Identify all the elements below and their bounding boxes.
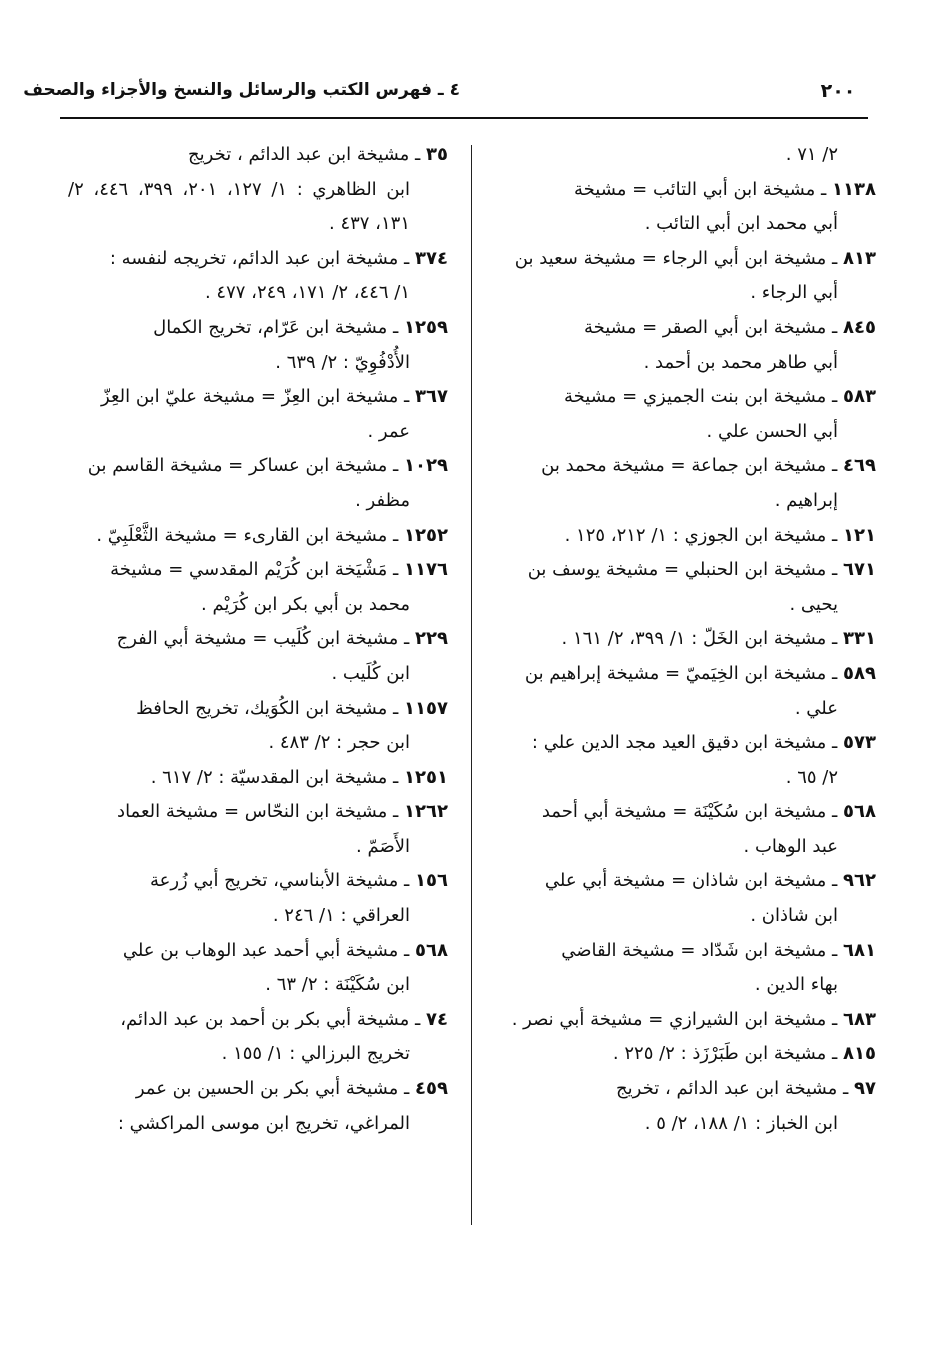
list-item	[498, 553, 876, 622]
entry-text: مشيخة ابن القارىء = مشيخة الثَّعْلَبِيّ .	[96, 524, 388, 546]
list-item	[68, 519, 448, 554]
entry-continuation: علي .	[794, 697, 838, 719]
entry-text: مشيخة ابن الكُوَيك، تخريج الحافظ	[136, 697, 388, 719]
entry-text: مشيخة ابن المقدسيّة : ٢/ ٦١٧ .	[150, 766, 388, 788]
list-item	[68, 380, 448, 449]
entry-separator: ـ	[826, 1043, 844, 1065]
entry-text: مشيخة ابن شَدّاد = مشيخة القاضي	[561, 939, 827, 961]
entry-number: ٤٥٩	[415, 1078, 448, 1100]
list-item	[68, 449, 448, 518]
entry-number: ١٢٥٢	[404, 524, 448, 546]
entry-text: مشيخة ابن الشيرازي = مشيخة أبي نصر .	[511, 1008, 827, 1030]
column-divider	[471, 145, 472, 1225]
entry-separator: ـ	[826, 870, 844, 892]
entry-continuation: ابن كُلَيب .	[331, 662, 410, 684]
list-item	[68, 138, 448, 242]
list-item	[68, 242, 448, 311]
entry-number: ٤٦٩	[843, 455, 876, 477]
list-item	[498, 1003, 876, 1038]
entry-separator: ـ	[826, 1008, 844, 1030]
entry-text: مشيخة ابن دقيق العيد مجد الدين علي :	[531, 732, 827, 754]
entry-separator: ـ	[837, 1078, 855, 1100]
entry-separator: ـ	[398, 247, 416, 269]
entry-continuation: ١/ ٤٤٦، ٢/ ١٧١، ٢٤٩، ٤٧٧ .	[204, 282, 410, 304]
entry-continuation: ٢/ ٧١ .	[785, 144, 838, 165]
entry-text: مشيخة ابن أبي الرجاء = مشيخة سعيد بن	[514, 247, 827, 269]
entry-separator: ـ	[826, 732, 844, 754]
entry-text: مشيخة ابن النحّاس = مشيخة العماد	[117, 801, 388, 823]
entry-number: ١١٥٧	[404, 697, 448, 719]
entry-text: مشيخة ابن الحنبلي = مشيخة يوسف بن	[527, 559, 827, 581]
entry-continuation: أبي الحسن علي .	[706, 420, 838, 442]
entry-text: مشيخة ابن عبد الدائم، تخريجه لنفسه :	[109, 247, 399, 269]
entry-separator: ـ	[826, 247, 844, 269]
page-number: ٢٠٠	[820, 80, 856, 102]
entry-number: ٥٨٣	[843, 386, 876, 408]
entry-text: مشيخة ابن شاذان = مشيخة أبي علي	[544, 870, 827, 892]
entry-text: مشيخة أبي بكر بن الحسين بن عمر	[135, 1078, 399, 1100]
entry-continuation: أبي محمد ابن أبي التائب .	[644, 213, 838, 235]
entry-number: ٦٨١	[843, 939, 876, 961]
list-item	[498, 934, 876, 1003]
entry-continuation: أبي الرجاء .	[750, 282, 838, 304]
list-item	[498, 173, 876, 242]
entry-number: ٥٦٨	[415, 939, 448, 961]
entry-continuation: الأَصَمّ .	[356, 835, 410, 857]
list-item	[498, 311, 876, 380]
entry-text: مشيخة ابن عَرّام، تخريج الكمال	[153, 316, 388, 338]
entry-number: ٨٤٥	[843, 316, 876, 338]
entry-separator: ـ	[387, 316, 405, 338]
list-item	[498, 1037, 876, 1072]
entry-text: مشيخة أبي أحمد عبد الوهاب بن علي	[122, 939, 399, 961]
entry-number: ٦٨٣	[843, 1008, 876, 1030]
entry-text: مشيخة ابن الجوزي : ١/ ٢١٢، ١٢٥ .	[564, 524, 827, 546]
entry-separator: ـ	[387, 697, 405, 719]
entry-text: مشيخة ابن الخَلّ : ١/ ٣٩٩، ٢/ ١٦١ .	[561, 628, 827, 650]
entry-continuation: بهاء الدين .	[754, 974, 838, 996]
entry-continuation: ابن شاذان .	[750, 905, 838, 927]
list-item	[498, 380, 876, 449]
running-head: ٤ ـ فهرس الكتب والرسائل والنسخ والأجزاء والصحف	[23, 80, 460, 100]
entry-text: مشيخة الأبناسي، تخريج أبي زُرعة	[149, 870, 399, 892]
list-item	[68, 622, 448, 691]
list-item	[68, 553, 448, 622]
list-item	[68, 311, 448, 380]
entry-continuation: يحيى .	[789, 593, 838, 615]
entry-separator: ـ	[398, 1078, 416, 1100]
list-item	[68, 864, 448, 933]
entry-text: مشيخة ابن طَبَرْزَذ : ٢/ ٢٢٥ .	[612, 1043, 827, 1065]
entry-text: مشيخة ابن عبد الدائم ، تخريج	[616, 1078, 838, 1100]
entry-separator: ـ	[387, 801, 405, 823]
entry-number: ١٢٦٢	[404, 801, 448, 823]
list-item	[498, 622, 876, 657]
entry-continuation: العراقي : ١/ ٢٤٦ .	[272, 905, 410, 927]
entry-text: مشيخة ابن عبد الدائم ، تخريج	[188, 144, 410, 165]
entry-continuation: تخريج البرزالي : ١/ ١٥٥ .	[221, 1043, 410, 1065]
entry-number: ١٠٢٩	[404, 455, 448, 477]
entry-number: ٣٧٤	[415, 247, 448, 269]
entry-separator: ـ	[826, 801, 844, 823]
entry-number: ١٥٦	[415, 870, 448, 892]
entry-separator: ـ	[409, 1008, 427, 1030]
entry-separator: ـ	[826, 455, 844, 477]
entry-separator: ـ	[387, 559, 405, 581]
list-item	[498, 864, 876, 933]
list-item	[498, 242, 876, 311]
list-item	[68, 934, 448, 1003]
entry-continuation: ابن الظاهري : ١/ ١٢٧، ٢٠١، ٣٩٩، ٤٤٦، ٢/ ١٣١، ٤٣٧ .	[68, 178, 411, 235]
entry-separator: ـ	[826, 939, 844, 961]
entry-separator: ـ	[387, 455, 405, 477]
list-item	[498, 1072, 876, 1141]
entry-separator: ـ	[815, 178, 833, 200]
header-rule	[60, 117, 868, 119]
entry-separator: ـ	[398, 870, 416, 892]
entry-number: ٧٤	[426, 1008, 448, 1030]
entry-continuation: أبي طاهر محمد بن أحمد .	[643, 351, 838, 373]
entry-continuation: عبد الوهاب .	[743, 835, 838, 857]
entry-number: ٩٧	[854, 1078, 876, 1100]
entry-text: مشيخة ابن أبي التائب = مشيخة	[574, 178, 816, 200]
entry-number: ٥٦٨	[843, 801, 876, 823]
entry-separator: ـ	[387, 766, 405, 788]
list-item	[498, 657, 876, 726]
entry-text: مَشْيَخة ابن كُرَيْم المقدسي = مشيخة	[110, 559, 388, 581]
entry-number: ١٢٥١	[404, 766, 448, 788]
entry-text: مشيخة ابن بنت الجميزي = مشيخة	[564, 386, 827, 408]
entry-number: ١٢٥٩	[404, 316, 448, 338]
entry-number: ٨١٥	[843, 1043, 876, 1065]
entry-text: مشيخة أبي بكر بن أحمد بن عبد الدائم،	[120, 1008, 410, 1030]
list-item	[498, 795, 876, 864]
entry-separator: ـ	[398, 628, 416, 650]
entry-number: ١٢١	[843, 524, 876, 546]
entry-number: ٣٥	[426, 144, 448, 165]
entry-continuation: ٢/ ٦٥ .	[785, 766, 838, 788]
entry-separator: ـ	[826, 524, 844, 546]
entry-text: مشيخة ابن كُلَيب = مشيخة أبي الفرج	[116, 628, 399, 650]
list-item	[68, 1072, 448, 1141]
entry-separator: ـ	[398, 386, 416, 408]
entry-continuation: ابن الخباز : ١/ ١٨٨، ٢/ ٥ .	[644, 1112, 838, 1134]
entry-number: ٢٢٩	[415, 628, 448, 650]
list-item	[68, 795, 448, 864]
list-item	[68, 761, 448, 796]
entry-continuation: إبراهيم .	[774, 489, 838, 511]
list-item	[68, 1003, 448, 1072]
left-column	[68, 138, 448, 1141]
entry-continuation: ابن حجر : ٢/ ٤٨٣ .	[268, 732, 410, 754]
entry-text: مشيخة ابن عساكر = مشيخة القاسم بن	[87, 455, 388, 477]
list-item	[68, 692, 448, 761]
right-column	[498, 138, 876, 1141]
entry-continuation: مظفر .	[355, 489, 410, 511]
entry-separator: ـ	[826, 316, 844, 338]
entry-continuation: محمد بن أبي بكر ابن كُرَيْم .	[201, 593, 410, 615]
entry-number: ٣٦٧	[415, 386, 448, 408]
entry-number: ٦٧١	[843, 559, 876, 581]
entry-separator: ـ	[398, 939, 416, 961]
entry-number: ١١٧٦	[404, 559, 448, 581]
entry-separator: ـ	[409, 144, 427, 165]
entry-separator: ـ	[826, 662, 844, 684]
entry-number: ٣٣١	[843, 628, 876, 650]
entry-separator: ـ	[387, 524, 405, 546]
list-item	[498, 449, 876, 518]
entry-number: ٥٨٩	[843, 662, 876, 684]
entry-text: مشيخة ابن الخِيَميّ = مشيخة إبراهيم بن	[524, 662, 827, 684]
entry-text: مشيخة ابن سُكَيْنَة = مشيخة أبي أحمد	[541, 801, 827, 823]
entry-continuation: الأُدْفُوِيّ : ٢/ ٦٣٩ .	[275, 351, 410, 373]
entry-continuation: عمر .	[367, 420, 410, 442]
entry-separator: ـ	[826, 559, 844, 581]
entry-text: مشيخة ابن أبي الصقر = مشيخة	[583, 316, 827, 338]
entry-separator: ـ	[826, 386, 844, 408]
entry-text: مشيخة ابن جماعة = مشيخة محمد بن	[541, 455, 827, 477]
entry-text: مشيخة ابن العِزّ = مشيخة عليّ ابن العِزّ	[101, 386, 399, 408]
list-item	[498, 726, 876, 795]
entry-number: ١١٣٨	[832, 178, 876, 200]
entry-number: ٥٧٣	[843, 732, 876, 754]
list-item	[498, 138, 876, 173]
entry-number: ٨١٣	[843, 247, 876, 269]
entry-continuation: المراغي، تخريج ابن موسى المراكشي :	[117, 1112, 410, 1134]
entry-separator: ـ	[826, 628, 844, 650]
entry-number: ٩٦٢	[843, 870, 876, 892]
entry-continuation: ابن سُكَيْنَة : ٢/ ٦٣ .	[265, 974, 410, 996]
list-item	[498, 519, 876, 554]
